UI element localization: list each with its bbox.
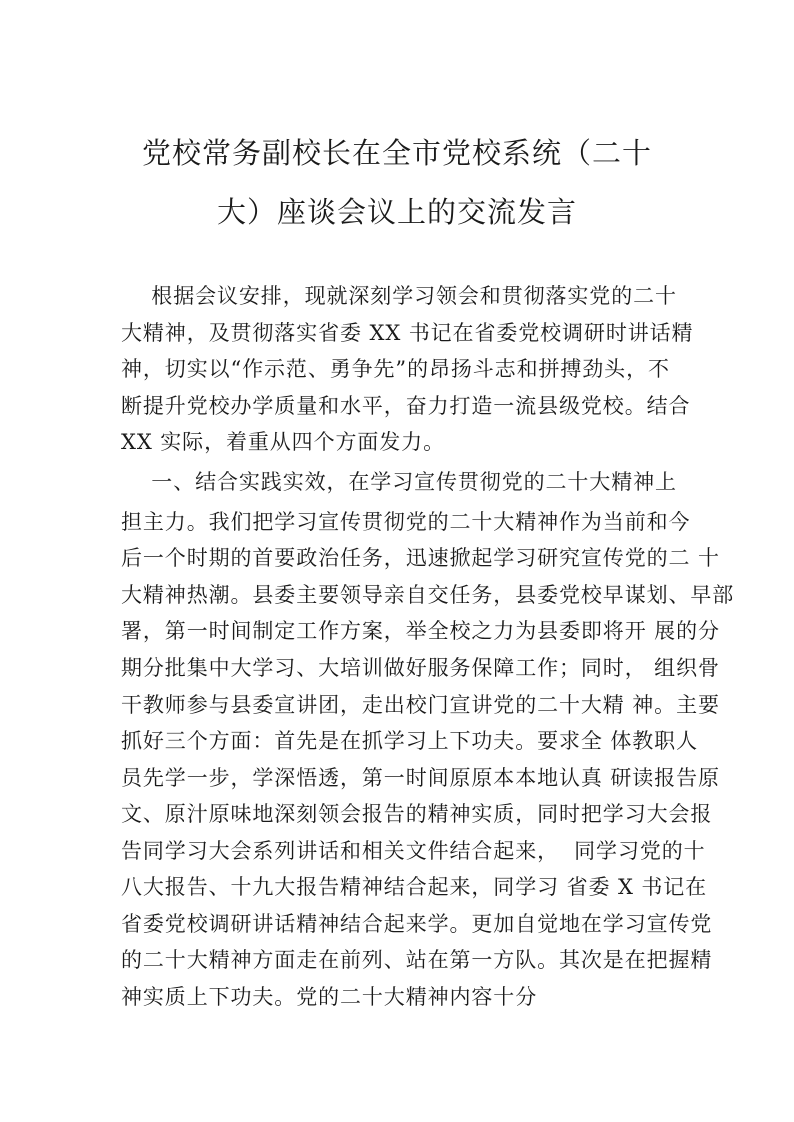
body-line: 省委党校调研讲话精神结合起来学。更加自觉地在学习宣传党 xyxy=(121,912,713,936)
body-line: 断提升党校办学质量和水平，奋力打造一流县级党校。结合 xyxy=(121,394,691,418)
body-line: 根据会议安排，现就深刻学习领会和贯彻落实党的二十 xyxy=(121,284,677,308)
document-title-line-2: 大）座谈会议上的交流发言 xyxy=(216,195,577,229)
body-line: 八大报告、十九大报告精神结合起来，同学习 省委 X 书记在 xyxy=(121,875,708,899)
body-line: 大精神热潮。县委主要领导亲自交任务，县委党校早谋划、早部 xyxy=(121,583,735,607)
body-line: 员先学一步，学深悟透，第一时间原原本本地认真 研读报告原 xyxy=(121,766,720,790)
body-line: 神，切实以“作示范、勇争先”的昂扬斗志和拼搏劲头，不 xyxy=(121,357,670,381)
body-line: 抓好三个方面：首先是在抓学习上下功夫。要求全 体教职人 xyxy=(121,729,698,753)
document-title-line-1: 党校常务副校长在全市党校系统（二十 xyxy=(141,136,652,170)
body-line: 干教师参与县委宣讲团，走出校门宣讲党的二十大精 神。主要 xyxy=(121,693,720,717)
body-line: 文、原汁原味地深刻领会报告的精神实质，同时把学习大会报 xyxy=(121,802,713,826)
body-line: 大精神，及贯彻落实省委 XX 书记在省委党校调研时讲话精 xyxy=(121,321,694,345)
body-line: 署，第一时间制定工作方案，举全校之力为县委即将开 展的分 xyxy=(121,619,720,643)
body-line: 担主力。我们把学习宣传贯彻党的二十大精神作为当前和今 xyxy=(121,510,691,534)
body-line: 一、结合实践实效，在学习宣传贯彻党的二十大精神上 xyxy=(121,470,677,494)
body-line: 告同学习大会系列讲话和相关文件结合起来， 同学习党的十 xyxy=(121,839,706,863)
body-line: 的二十大精神方面走在前列、站在第一方队。其次是在把握精 xyxy=(121,948,713,972)
body-line: 神实质上下功夫。党的二十大精神内容十分 xyxy=(121,985,538,1009)
body-line: 后一个时期的首要政治任务，迅速掀起学习研究宣传党的二 十 xyxy=(121,546,720,570)
body-line: 期分批集中大学习、大培训做好服务保障工作；同时， 组织骨 xyxy=(121,656,720,680)
body-line: XX 实际，着重从四个方面发力。 xyxy=(121,430,445,454)
